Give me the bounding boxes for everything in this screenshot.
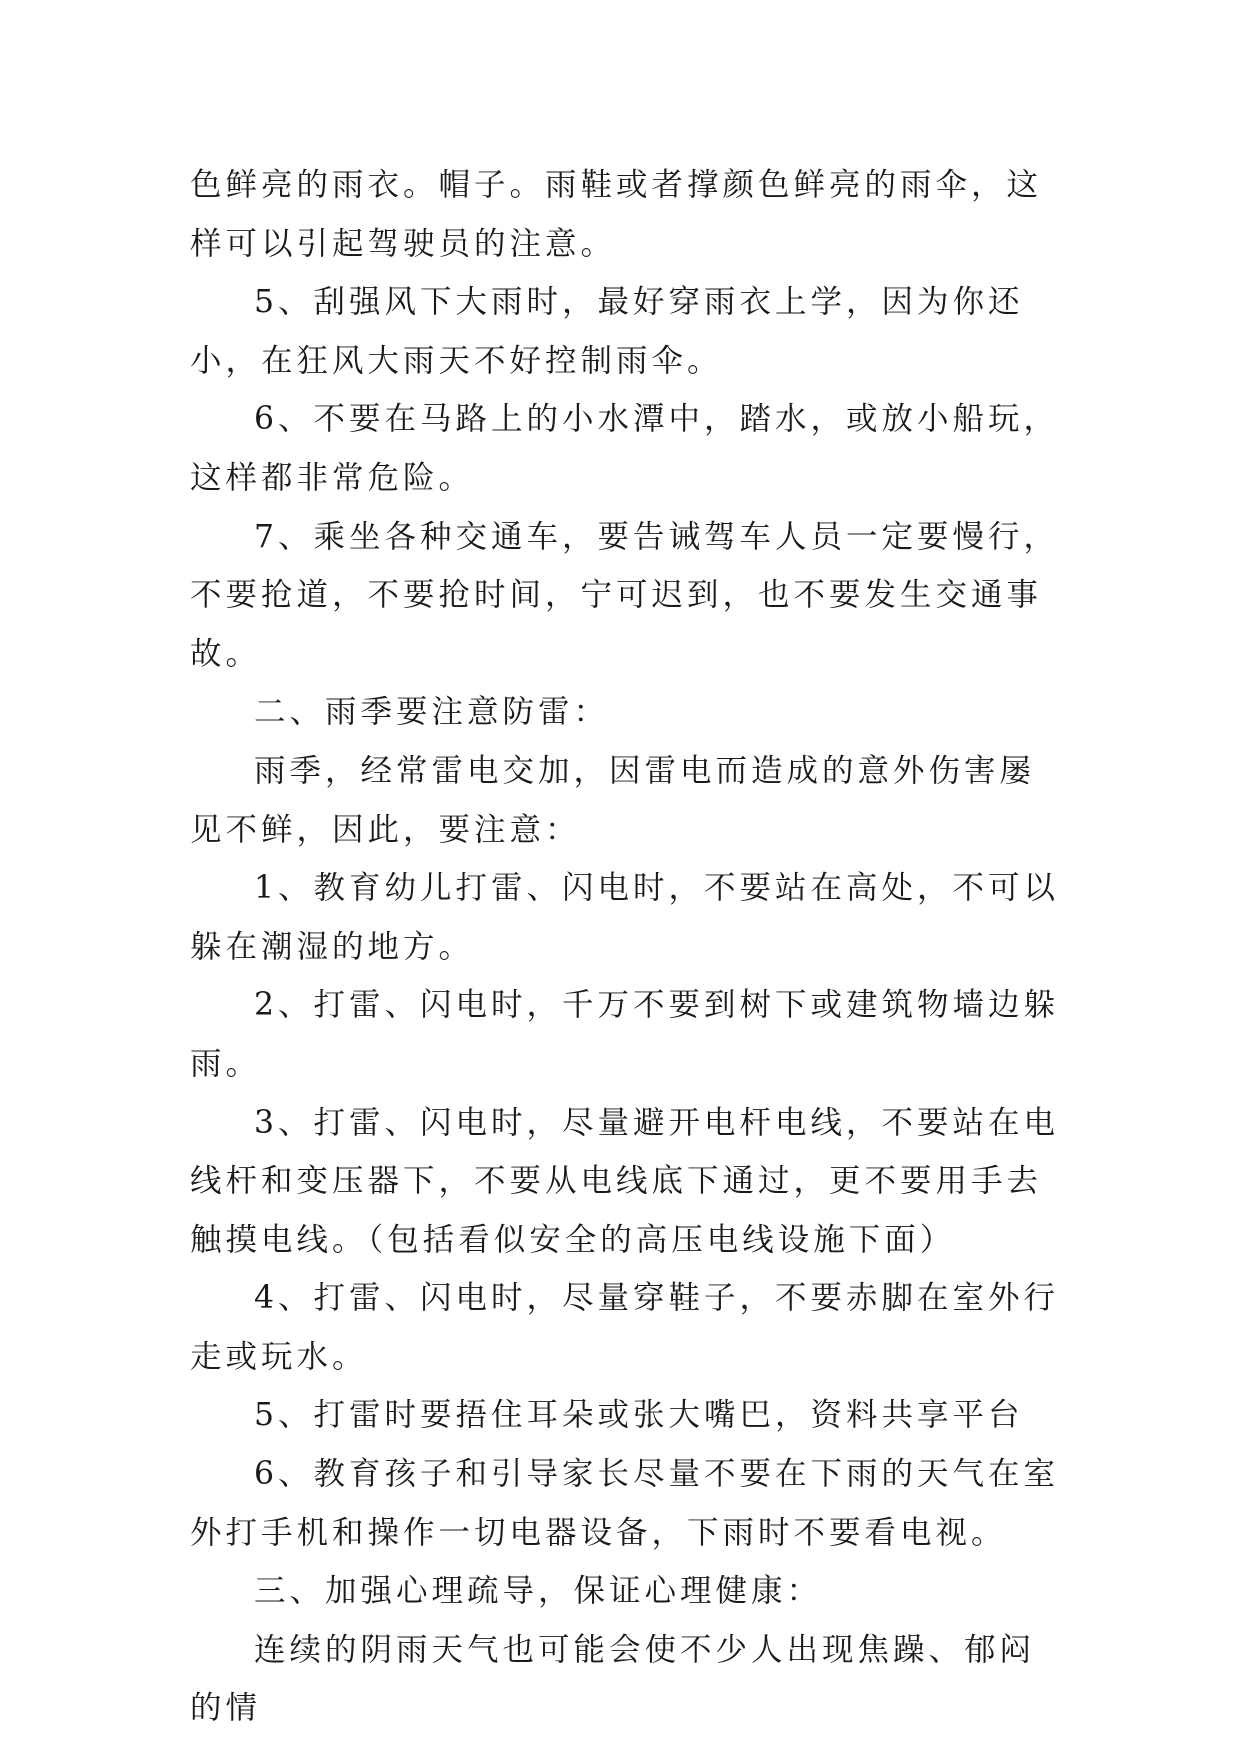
paragraph-lightning-intro: 雨季，经常雷电交加，因雷电而造成的意外伤害屡见不鲜，因此，要注意： <box>190 752 1036 848</box>
paragraph-continuation: 色鲜亮的雨衣。帽子。雨鞋或者撑颜色鲜亮的雨伞，这样可以引起驾驶员的注意。 <box>190 167 1043 262</box>
paragraph-lightning-item-4: 4、打雷、闪电时，尽量穿鞋子，不要赤脚在室外行走或玩水。 <box>190 1280 1060 1375</box>
section-heading-mental-health: 三、加强心理疏导，保证心理健康： <box>254 1573 823 1610</box>
paragraph-item-5-strong-wind: 5、刮强风下大雨时，最好穿雨衣上学，因为你还小，在狂风大雨天不好控制雨伞。 <box>190 284 1024 379</box>
paragraph-lightning-item-1: 1、教育幼儿打雷、闪电时，不要站在高处，不可以躲在潮湿的地方。 <box>190 870 1060 965</box>
paragraph-lightning-item-3: 3、打雷、闪电时，尽量避开电杆电线，不要站在电线杆和变压器下，不要从电线底下通过，更不要用手去触摸电线。（包括看似安全的高压电线设施下面） <box>190 1104 1060 1258</box>
section-heading-lightning: 二、雨季要注意防雷： <box>254 694 610 731</box>
paragraph-item-7-vehicles: 7、乘坐各种交通车，要告诫驾车人员一定要慢行，不要抢道，不要抢时间，宁可迟到，也不要发生交通事故。 <box>190 518 1060 672</box>
paragraph-item-6-puddles: 6、不要在马路上的小水潭中，踏水，或放小船玩，这样都非常危险。 <box>190 401 1060 496</box>
paragraph-lightning-item-6: 6、教育孩子和引导家长尽量不要在下雨的天气在室外打手机和操作一切电器设备，下雨时不要看电视。 <box>190 1456 1060 1551</box>
paragraph-lightning-item-2: 2、打雷、闪电时，千万不要到树下或建筑物墙边躲雨。 <box>190 987 1060 1082</box>
paragraph-lightning-item-5: 5、打雷时要捂住耳朵或张大嘴巴，资料共享平台 <box>254 1397 1024 1434</box>
paragraph-mental-health-intro: 连续的阴雨天气也可能会使不少人出现焦躁、郁闷的情 <box>190 1631 1036 1727</box>
document-body <box>190 156 1060 1738</box>
